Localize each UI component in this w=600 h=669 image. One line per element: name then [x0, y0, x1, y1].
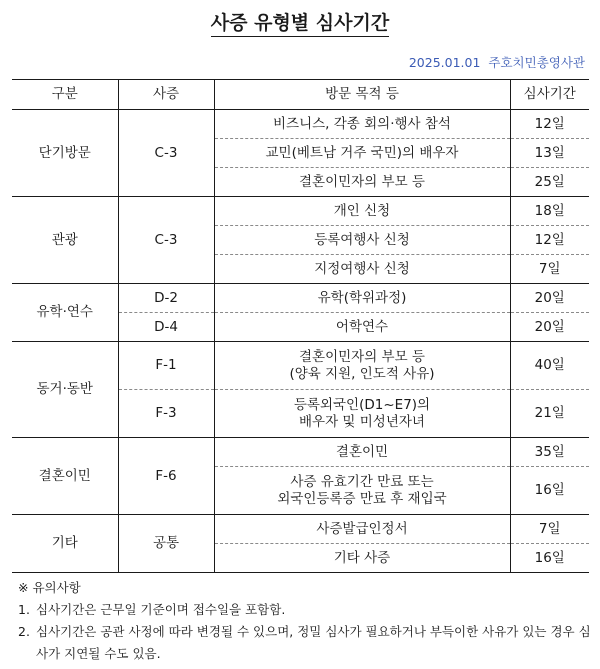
period-cell: 18일: [510, 197, 589, 226]
header-period: 심사기간: [510, 80, 589, 110]
purpose-cell: 사증발급인정서: [214, 515, 510, 544]
table-row: [12, 197, 589, 226]
visa-code-cell: C-3: [118, 197, 214, 284]
category-cell: 단기방문: [38, 144, 91, 161]
category-cell: 기타: [12, 515, 118, 573]
purpose-line: 결혼이민자의 부모 등: [299, 348, 425, 365]
purpose-cell: 기타 사증: [214, 544, 510, 573]
note-text: 심사기간은 공관 사정에 따라 변경될 수 있으며, 정밀 심사가 필요하거나 부득이한 사유가 있는 경우 심사가 지연될 수도 있음.: [36, 624, 591, 661]
purpose-cell: 교민(베트남 거주 국민)의 배우자: [214, 139, 510, 168]
category-cell: 유학·연수: [12, 284, 118, 342]
period-cell: 12일: [510, 226, 589, 255]
header-visa: 사증: [118, 80, 214, 110]
note-item: [18, 621, 593, 665]
table-row: [12, 110, 589, 139]
category-cell: 결혼이민: [12, 438, 118, 515]
purpose-cell: 등록여행사 신청: [214, 226, 510, 255]
header-category: 구분: [12, 80, 118, 110]
purpose-line: 등록외국인(D1~E7)의: [293, 396, 431, 413]
note-text: 심사기간은 근무일 기준이며 접수일을 포함함.: [36, 602, 286, 617]
purpose-cell: 비즈니스, 각종 회의·행사 참석: [214, 110, 510, 139]
issuer: 주호치민총영사관: [488, 55, 585, 70]
purpose-cell: 어학연수: [214, 313, 510, 342]
purpose-cell: 결혼이민자의 부모 등: [214, 168, 510, 197]
purpose-line: 사증 유효기간 만료 또는: [290, 473, 434, 490]
purpose-cell: 결혼이민: [214, 438, 510, 467]
table-row: [12, 342, 589, 390]
visa-code-cell: F-3: [118, 390, 214, 438]
header-purpose: 방문 목적 등: [214, 80, 510, 110]
table-row: [12, 438, 589, 467]
purpose-cell: 개인 신청: [214, 197, 510, 226]
period-cell: 20일: [510, 313, 589, 342]
issue-date: 2025.01.01: [408, 55, 481, 70]
period-cell: 7일: [510, 255, 589, 284]
purpose-line: 배우자 및 미성년자녀: [299, 413, 425, 430]
period-cell: 16일: [510, 467, 589, 515]
table-row: [12, 515, 589, 544]
page-title: 사증 유형별 심사기간: [0, 8, 600, 35]
purpose-cell: [214, 390, 510, 438]
category-cell: 관광: [12, 197, 118, 284]
note-item: [18, 599, 593, 621]
purpose-cell: 지정여행사 신청: [214, 255, 510, 284]
visa-code-cell: F-1: [118, 342, 214, 390]
period-cell: 7일: [510, 515, 589, 544]
notes-heading: ※ 유의사항: [18, 580, 81, 595]
visa-code-cell: C-3: [118, 110, 214, 197]
visa-code-cell: 공통: [118, 515, 214, 573]
note-number: 1.: [18, 602, 30, 617]
note-number: 2.: [18, 624, 30, 639]
purpose-cell: [214, 467, 510, 515]
period-cell: 12일: [510, 110, 589, 139]
period-cell: 16일: [510, 544, 589, 573]
purpose-cell: 유학(학위과정): [214, 284, 510, 313]
period-cell: 20일: [510, 284, 589, 313]
table-row: [12, 284, 589, 313]
period-cell: 40일: [510, 342, 589, 390]
period-cell: 35일: [510, 438, 589, 467]
purpose-line: (양육 지원, 인도적 사유): [289, 365, 435, 382]
purpose-cell: [214, 342, 510, 390]
table-header-row: [12, 80, 589, 110]
visa-code-cell: D-2: [118, 284, 214, 313]
period-cell: 21일: [510, 390, 589, 438]
category-cell: 동거·동반: [12, 342, 118, 438]
period-cell: 13일: [510, 139, 589, 168]
date-issuer-line: [409, 53, 585, 71]
review-period-table: [12, 79, 589, 573]
purpose-line: 외국인등록증 만료 후 재입국: [277, 490, 447, 507]
visa-code-cell: D-4: [118, 313, 214, 342]
visa-code-cell: F-6: [118, 438, 214, 515]
notes-section: [18, 577, 593, 665]
period-cell: 25일: [510, 168, 589, 197]
